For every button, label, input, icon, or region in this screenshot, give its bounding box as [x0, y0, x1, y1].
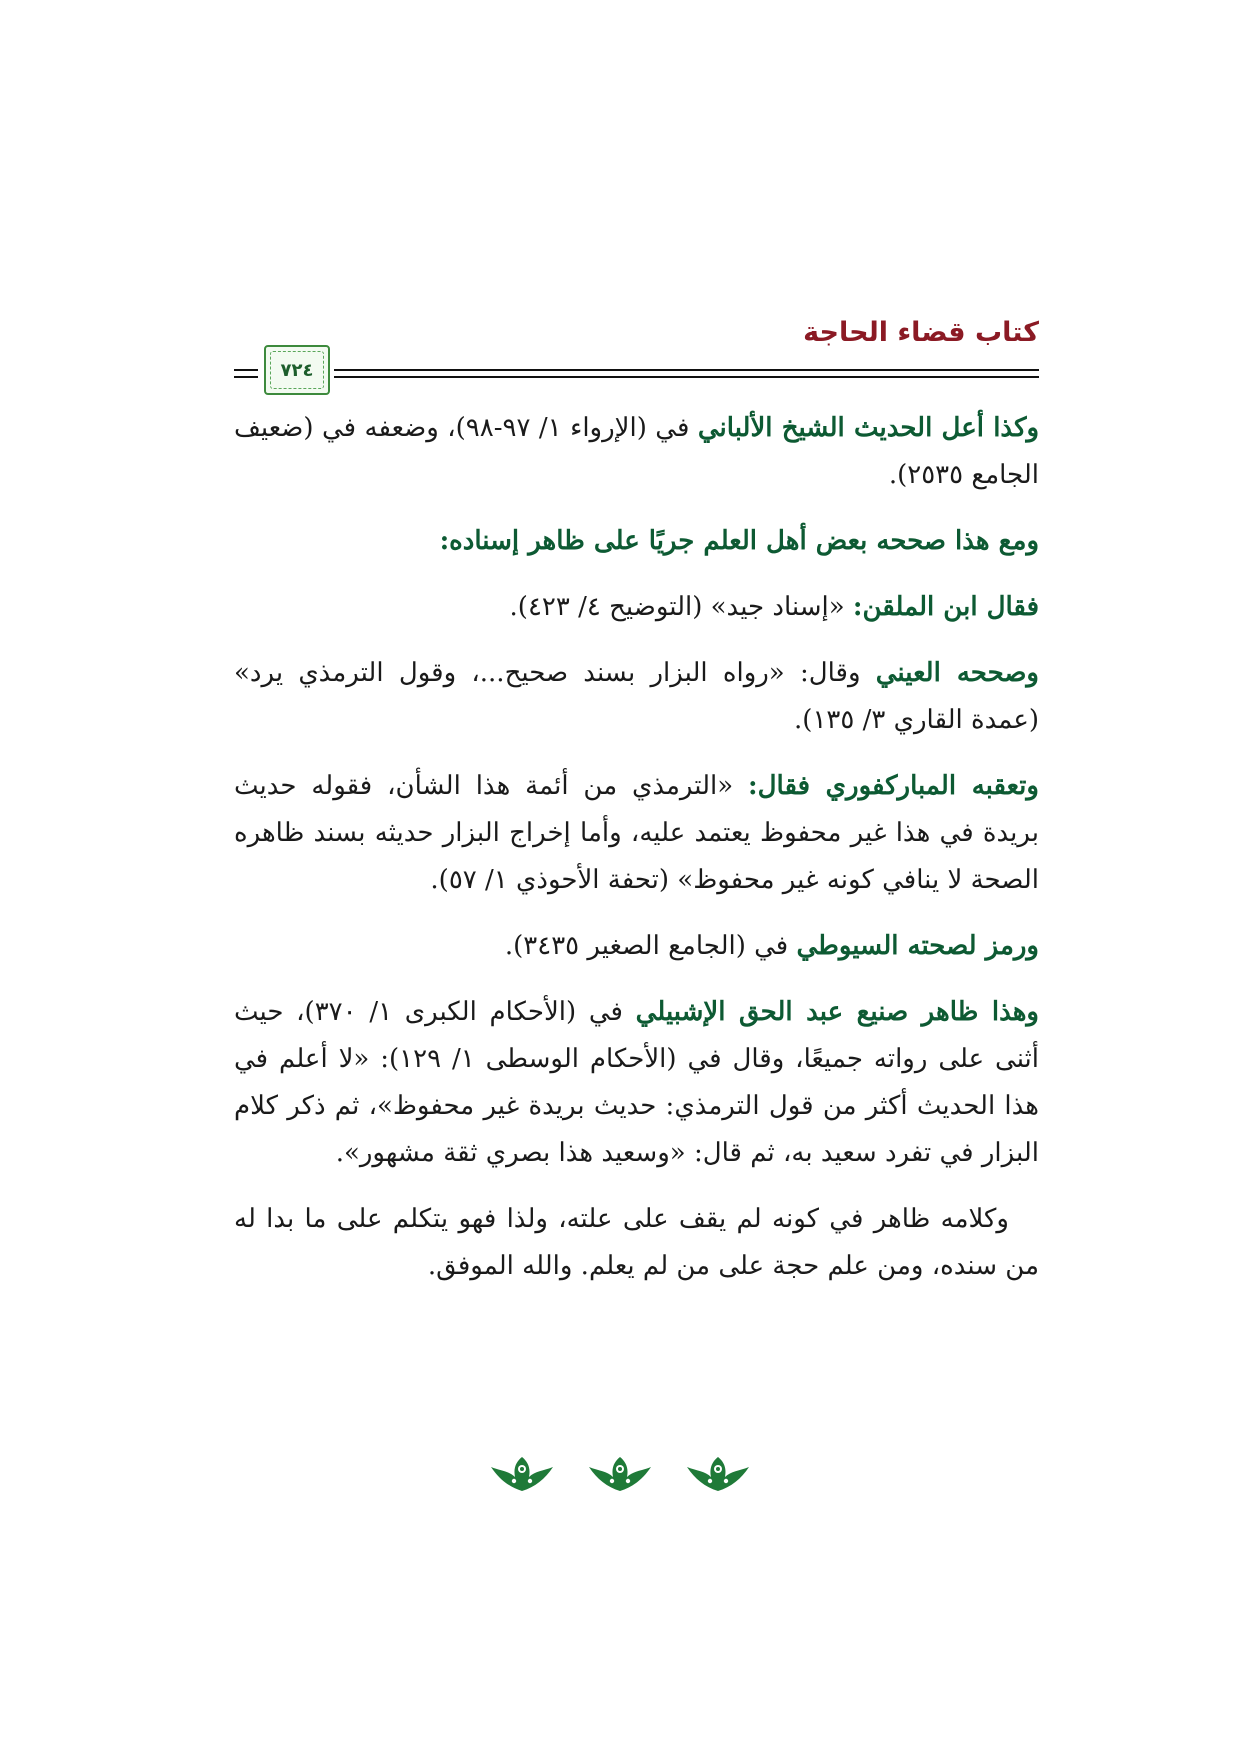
- paragraph-text: في (الجامع الصغير ٣٤٣٥).: [504, 931, 797, 961]
- floral-ornament-icon: [487, 1453, 557, 1493]
- paragraph-lead: فقال ابن الملقن:: [852, 592, 1039, 622]
- header-rule: [334, 369, 1039, 371]
- paragraph: [234, 584, 1039, 631]
- paragraph-text: وكلامه ظاهر في كونه لم يقف على علته، ولذا فهو يتكلم على ما بدا له من سنده، ومن علم حجة على من لم يعلم. والله الموفق.: [234, 1204, 1039, 1281]
- section-heading: ومع هذا صححه بعض أهل العلم جريًا على ظاهر إسناده:: [439, 526, 1039, 556]
- paragraph-lead: وكذا أعل الحديث الشيخ الألباني: [697, 413, 1039, 443]
- header-rule: [334, 376, 1039, 378]
- end-ornament: [0, 1453, 1240, 1493]
- page-number-frame-inner: [270, 351, 324, 389]
- floral-ornament-icon: [585, 1453, 655, 1493]
- header-rule: [234, 376, 258, 378]
- floral-ornament-icon: [683, 1453, 753, 1493]
- header-rule: [234, 369, 258, 371]
- paragraph-text: وقال: «رواه البزار بسند صحيح...، وقول الترمذي يرد» (عمدة القاري ٣/ ١٣٥).: [234, 658, 1039, 735]
- paragraph-text: في (الإرواء ١/ ٩٧-٩٨)، وضعفه في (ضعيف الجامع ٢٥٣٥).: [234, 413, 1039, 490]
- paragraph-text: «إسناد جيد» (التوضيح ٤/ ٤٢٣).: [509, 592, 853, 622]
- paragraph-lead: وهذا ظاهر صنيع عبد الحق الإشبيلي: [635, 997, 1039, 1027]
- paragraph: [234, 405, 1039, 499]
- paragraph: [234, 989, 1039, 1177]
- page-number: ٧٢٤: [280, 359, 314, 381]
- paragraph-lead: وتعقبه المباركفوري فقال:: [748, 771, 1039, 801]
- paragraph: [234, 650, 1039, 744]
- paragraph: [234, 1196, 1039, 1290]
- page-body: [234, 405, 1039, 1309]
- paragraph-lead: ورمز لصحته السيوطي: [796, 931, 1039, 961]
- paragraph-text: «الترمذي من أئمة هذا الشأن، فقوله حديث بريدة في هذا غير محفوظ يعتمد عليه، وأما إخراج البزار حديثه بسند ظاهره الصحة لا ينافي كونه غير محفوظ» (تحفة الأحوذي ١/ ٥٧).: [234, 771, 1039, 895]
- book-title: كتاب قضاء الحاجة: [803, 317, 1039, 348]
- paragraph: [234, 518, 1039, 565]
- page-number-frame: [264, 345, 330, 395]
- paragraph: [234, 763, 1039, 904]
- paragraph-text: في (الأحكام الكبرى ١/ ٣٧٠)، حيث أثنى على رواته جميعًا، وقال في (الأحكام الوسطى ١/ ١٢٩): «لا أعلم في هذا الحديث أكثر من قول الترمذي: حديث بريدة غير محفوظ»، ثم ذكر كلام البزار في تفرد سعيد به، ثم قال: «وسعيد هذا بصري ثقة مشهور».: [234, 997, 1040, 1168]
- page-header: [234, 305, 1039, 395]
- paragraph-lead: وصححه العيني: [875, 658, 1039, 688]
- paragraph: [234, 923, 1039, 970]
